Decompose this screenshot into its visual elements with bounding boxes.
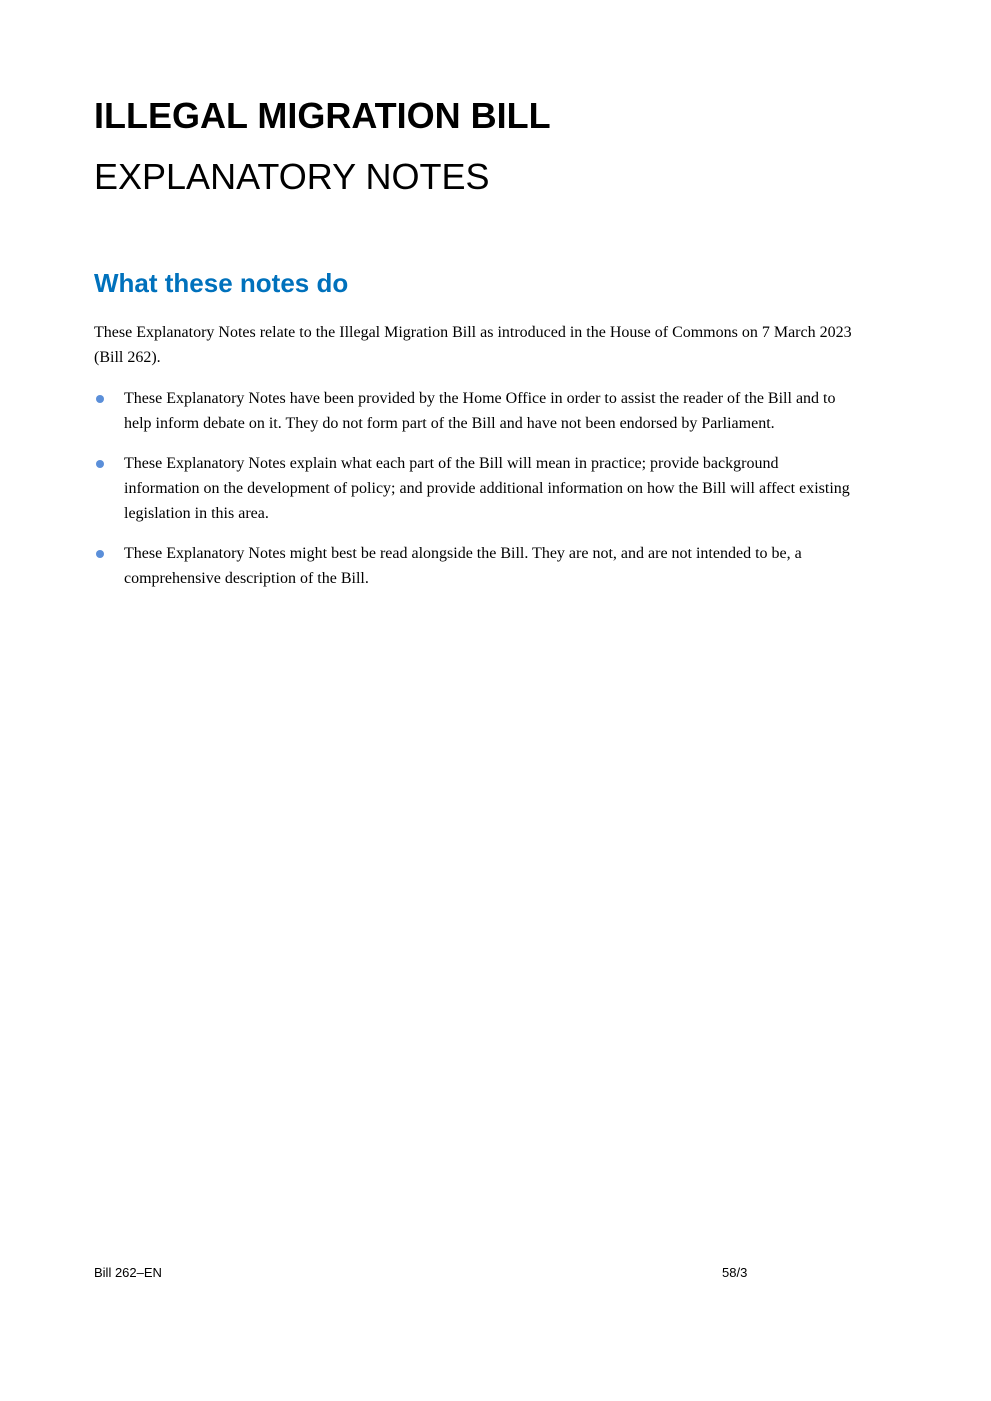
bullet-dot-icon xyxy=(96,395,104,403)
bullet-dot-icon xyxy=(96,460,104,468)
bullet-item xyxy=(94,541,854,591)
bullet-text: These Explanatory Notes might best be read alongside the Bill. They are not, and are not intended to be, a comprehensive description of the Bill. xyxy=(124,545,802,587)
bill-title: ILLEGAL MIGRATION BILL xyxy=(94,95,551,136)
intro-paragraph: These Explanatory Notes relate to the Illegal Migration Bill as introduced in the House of Commons on 7 March 2023 (Bill 262). xyxy=(94,324,852,366)
bullet-text: These Explanatory Notes have been provided by the Home Office in order to assist the reader of the Bill and to help inform debate on it. They do not form part of the Bill and have not been endorsed by Parliament. xyxy=(124,390,836,432)
bullet-item xyxy=(94,386,854,436)
bullet-text: These Explanatory Notes explain what each part of the Bill will mean in practice; provide background information on the development of policy; and provide additional information on how the Bill will affect existing legislation in this area. xyxy=(124,455,850,522)
bullet-dot-icon xyxy=(96,550,104,558)
bullet-list xyxy=(94,386,854,606)
bullet-item xyxy=(94,451,854,526)
section-heading: What these notes do xyxy=(94,268,349,298)
footer-page-reference: 58/3 xyxy=(722,1265,748,1280)
footer-bill-reference: Bill 262–EN xyxy=(94,1265,162,1280)
bill-subtitle: EXPLANATORY NOTES xyxy=(94,156,490,197)
